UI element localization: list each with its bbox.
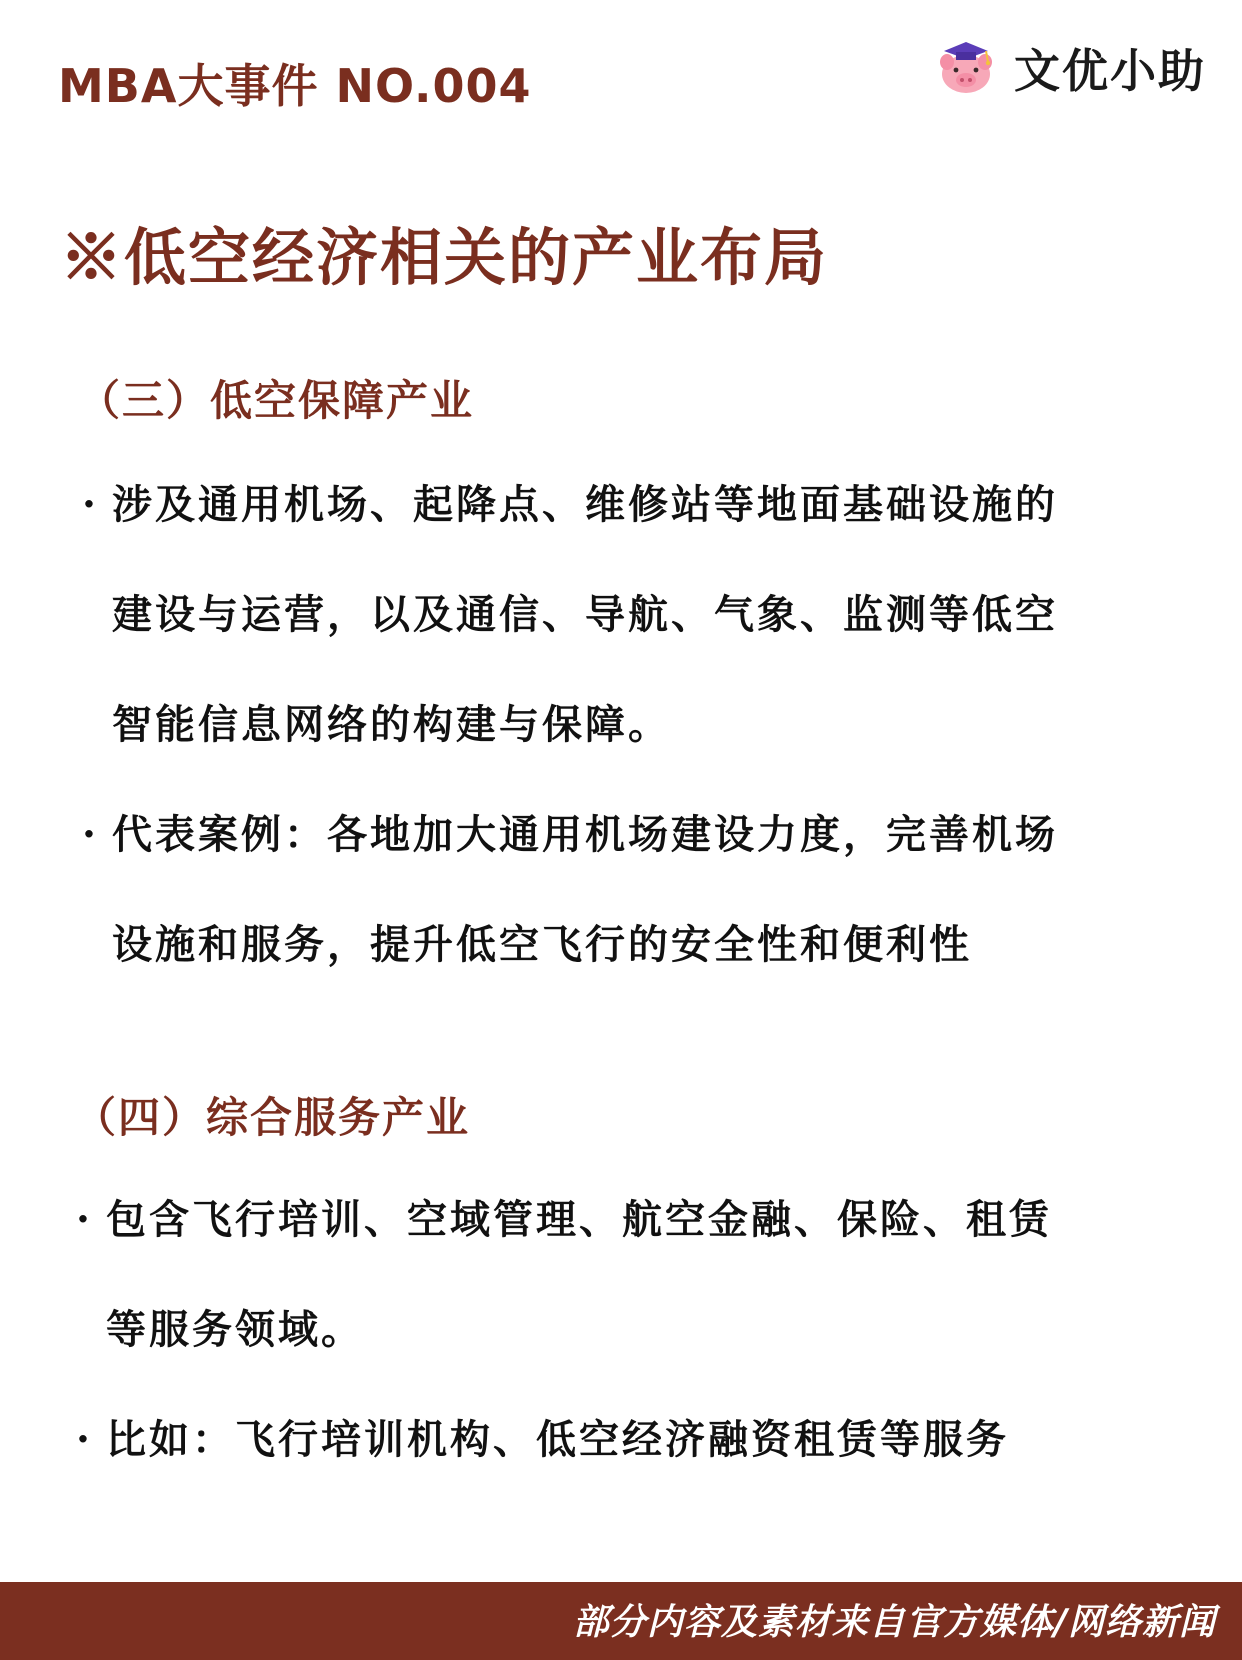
series-title: MBA大事件 NO.004 [58, 59, 532, 113]
bullet-line: 设施和服务，提升低空飞行的安全性和便利性 [112, 921, 972, 968]
pig-graduate-logo-icon [936, 40, 996, 96]
section-heading-4: （四）综合服务产业 [74, 1093, 471, 1142]
bullet-line: 建设与运营，以及通信、导航、气象、监测等低空 [112, 591, 1058, 638]
section-heading-3: （三）低空保障产业 [78, 376, 475, 425]
bullet-item [82, 780, 1172, 1000]
bullet-line: 智能信息网络的构建与保障。 [112, 701, 671, 748]
source-note: 部分内容及素材来自官方媒体/网络新闻 [572, 1602, 1216, 1643]
bullet-line: 涉及通用机场、起降点、维修站等地面基础设施的 [112, 481, 1058, 528]
brand-name: 文优小助 [1014, 44, 1206, 98]
brand [936, 36, 1206, 100]
footer-bar [0, 1582, 1242, 1660]
bullet-line: 包含飞行培训、空域管理、航空金融、保险、租赁 [106, 1196, 1052, 1243]
bullet-line: 等服务领域。 [106, 1306, 364, 1353]
main-title: ※低空经济相关的产业布局 [60, 221, 829, 294]
bullet-item [76, 1385, 1166, 1495]
bullet-marker: · [76, 1196, 93, 1243]
bullet-line: 代表案例：各地加大通用机场建设力度，完善机场 [112, 811, 1058, 858]
bullet-line: 比如：飞行培训机构、低空经济融资租赁等服务 [106, 1416, 1009, 1463]
bullet-item [76, 1165, 1166, 1385]
bullet-marker: · [82, 811, 99, 858]
bullet-item [82, 450, 1172, 780]
bullet-marker: · [82, 481, 99, 528]
bullet-marker: · [76, 1416, 93, 1463]
